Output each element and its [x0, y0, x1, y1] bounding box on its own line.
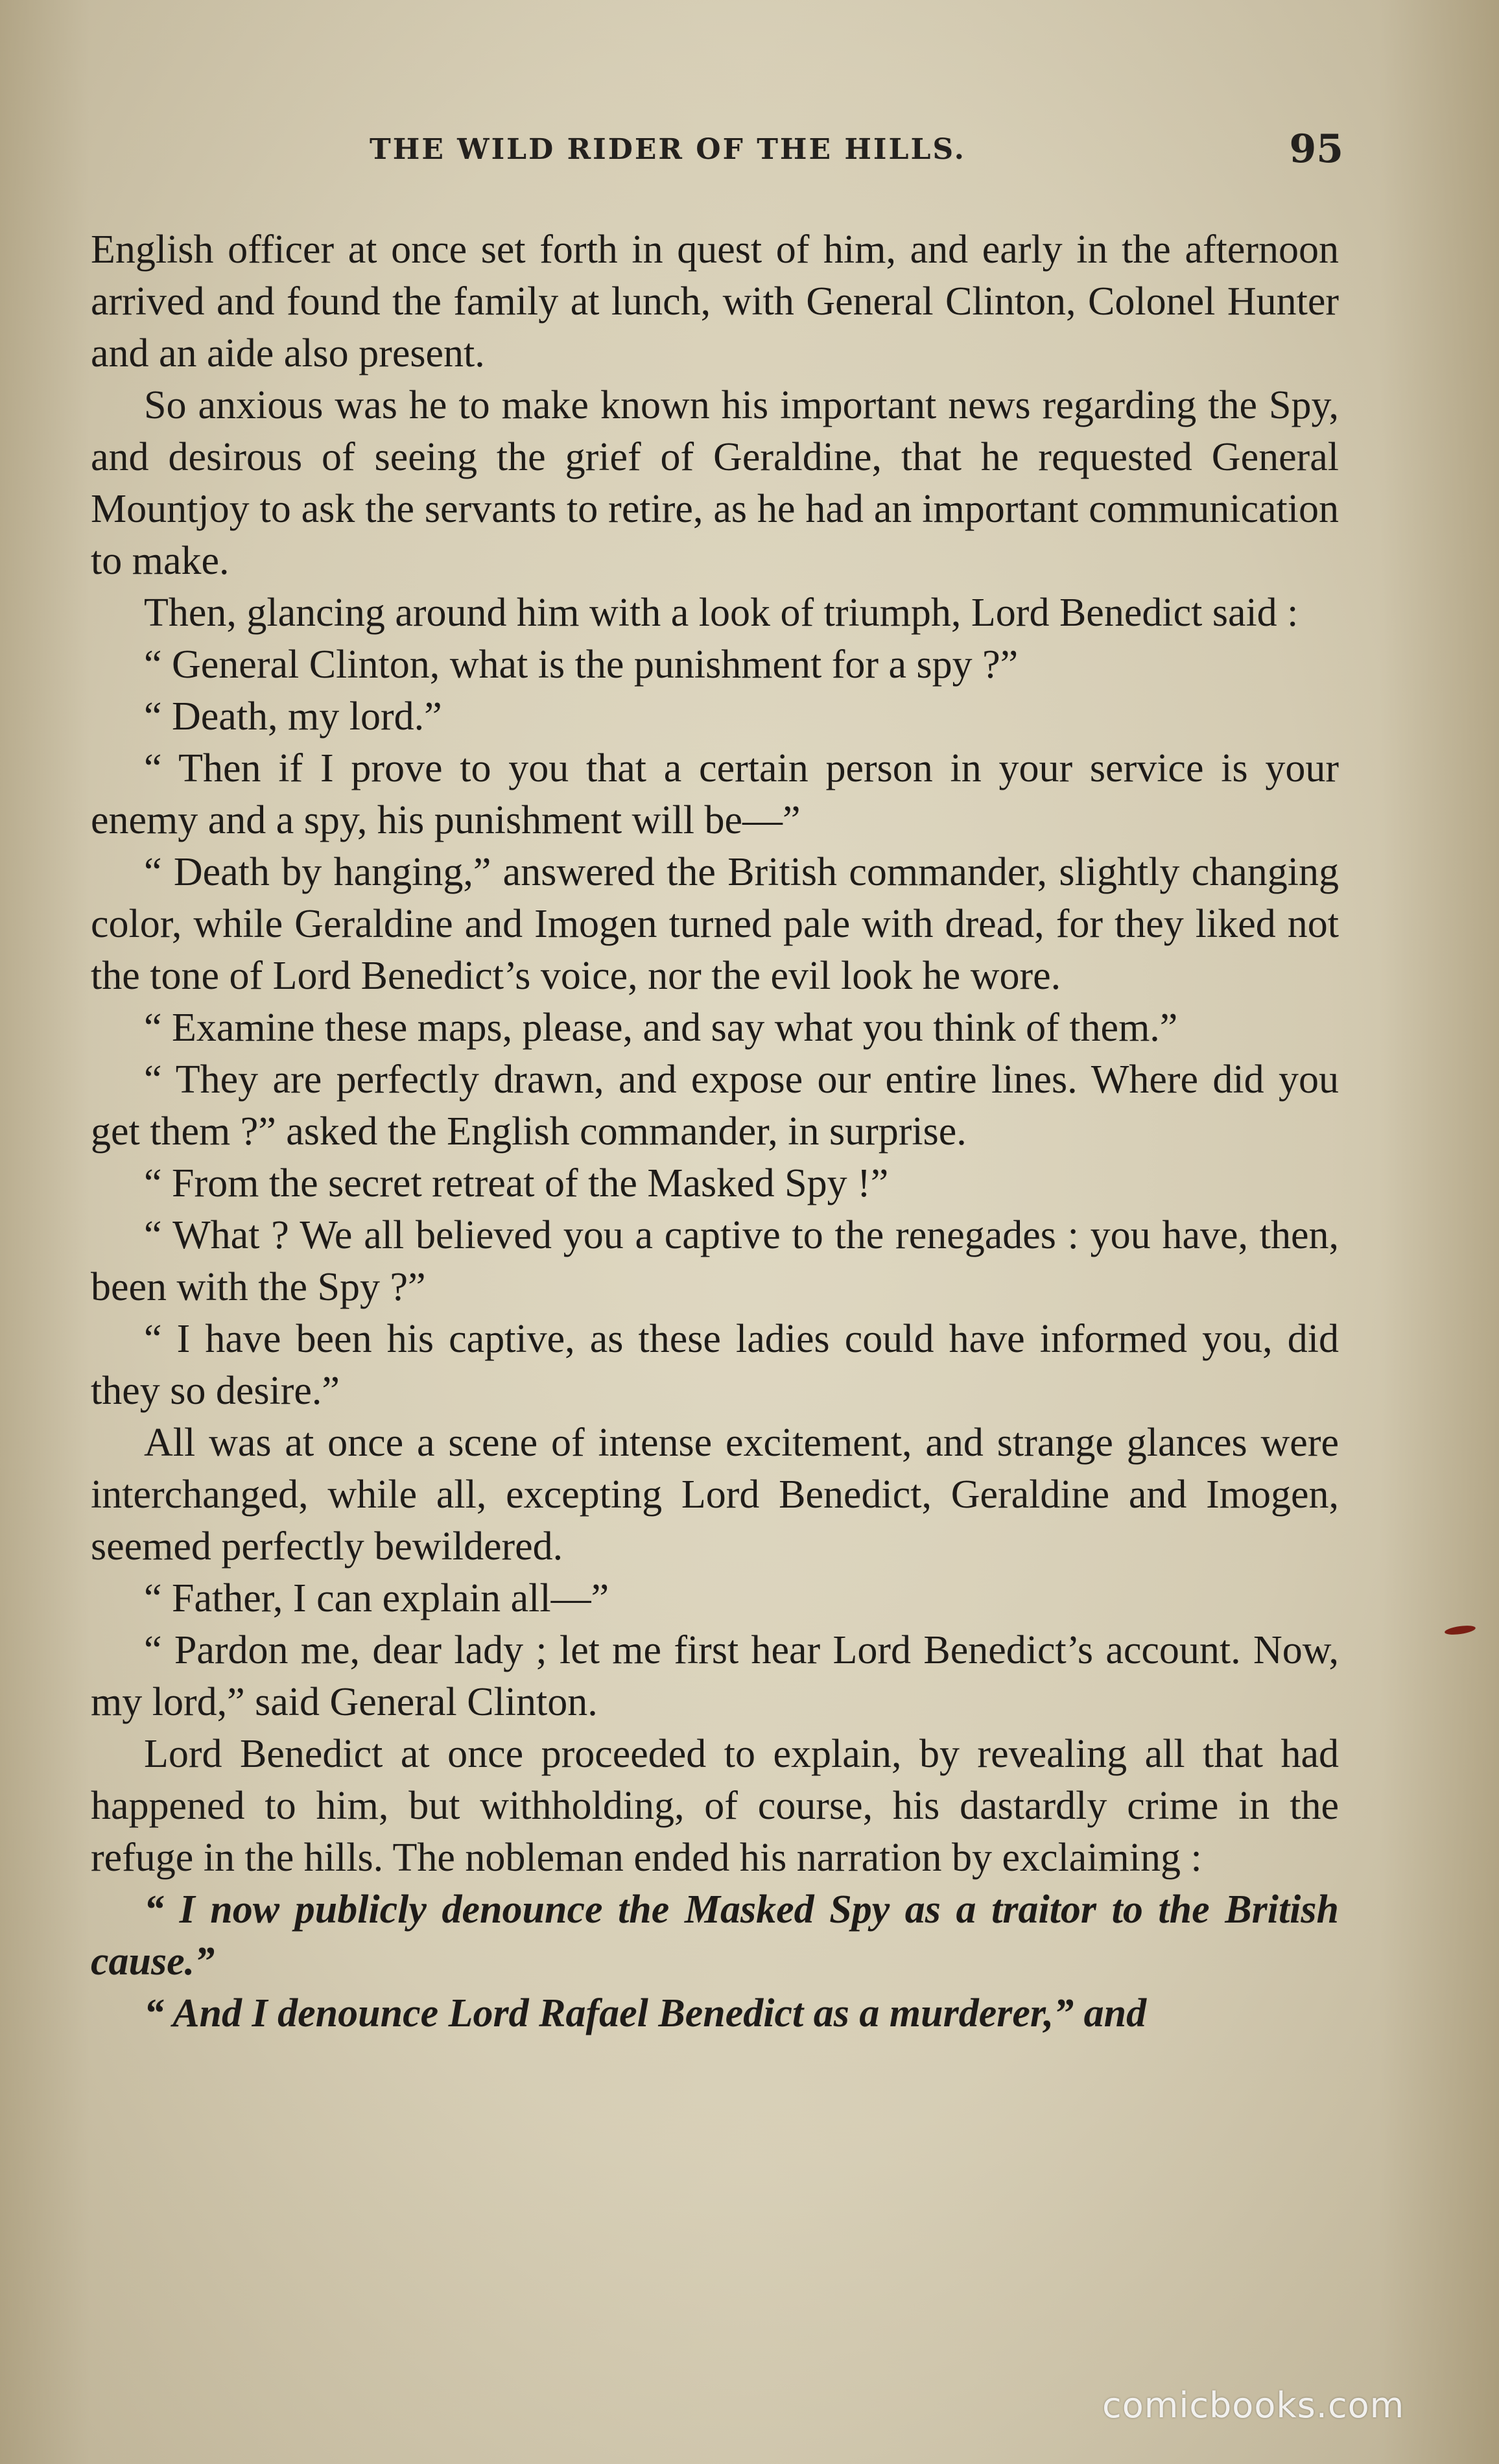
paragraph: “ Examine these maps, please, and say what you think of them.”: [144, 1006, 1178, 1050]
watermark: comicbooks.com: [1102, 2385, 1405, 2426]
running-head: THE WILD RIDER OF THE HILLS.: [370, 133, 966, 166]
paragraph: “ Father, I can explain all—”: [144, 1576, 609, 1620]
paragraph: “ Pardon me, dear lady ; let me first hear Lord Benedict’s account. Now, my lord,” said General Clinton.: [91, 1628, 1339, 1724]
paragraph: “ They are perfectly drawn, and expose our entire lines. Where did you get them ?” asked the English commander, in surprise.: [91, 1058, 1339, 1154]
page-number: 95: [1289, 126, 1343, 172]
page-header: [91, 126, 1343, 178]
paragraph: “ I have been his captive, as these ladies could have informed you, did they so desire.”: [91, 1317, 1339, 1413]
paragraph: “ General Clinton, what is the punishment for a spy ?”: [144, 643, 1019, 687]
paragraph: Lord Benedict at once proceeded to explain, by revealing all that had happened to him, but withholding, of course, his dastardly crime in the refuge in the hills. The nobleman ended his narration by exclaiming :: [91, 1732, 1339, 1880]
body-text: [91, 224, 1339, 2039]
ink-smudge: [1444, 1624, 1476, 1637]
paragraph: So anxious was he to make known his important news regarding the Spy, and desirous of seeing the grief of Geraldine, that he requested General Mountjoy to ask the servants to retire, as he had an important communication to make.: [91, 383, 1339, 583]
paragraph: All was at once a scene of intense excitement, and strange glances were interchanged, while all, excepting Lord Benedict, Geraldine and Imogen, seemed perfectly bewildered.: [91, 1421, 1339, 1569]
paragraph: “ From the secret retreat of the Masked Spy !”: [144, 1161, 889, 1205]
paragraph: “ Death by hanging,” answered the British commander, slightly changing color, while Geraldine and Imogen turned pale with dread, for they liked not the tone of Lord Benedict’s voice, nor the evil look he wore.: [91, 850, 1339, 998]
paragraph: “ Death, my lord.”: [144, 694, 442, 739]
paragraph: “ And I denounce Lord Rafael Benedict as a murderer,” and: [144, 1991, 1147, 2035]
paragraph: “ Then if I prove to you that a certain person in your service is your enemy and a spy, his punishment will be—”: [91, 746, 1339, 842]
paragraph: English officer at once set forth in quest of him, and early in the afternoon arrived and found the family at lunch, with General Clinton, Colonel Hunter and an aide also present.: [91, 228, 1339, 375]
paragraph: “ What ? We all believed you a captive to the renegades : you have, then, been with the Spy ?”: [91, 1213, 1339, 1309]
paragraph: “ I now publicly denounce the Masked Spy as a traitor to the British cause.”: [91, 1888, 1339, 1984]
paragraph: Then, glancing around him with a look of triumph, Lord Benedict said :: [144, 591, 1299, 635]
